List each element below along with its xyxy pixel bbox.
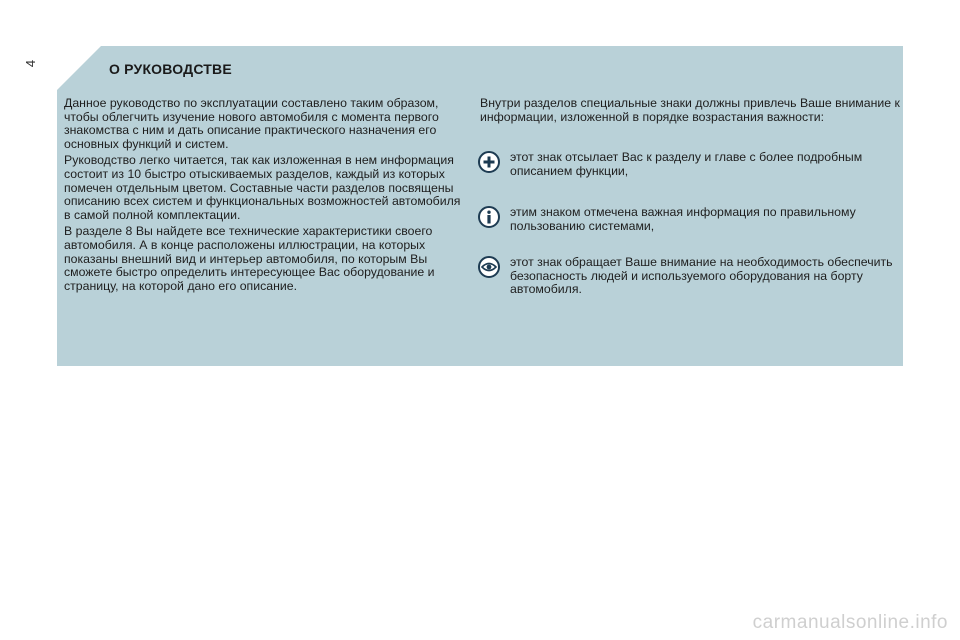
intro-text-column — [64, 97, 464, 296]
symbols-intro: Внутри разделов специальные знаки должны привлечь Ваше внимание к информации, изложенной в порядке возрастания важности: — [480, 96, 900, 124]
note-reference-text: этот знак отсылает Вас к разделу и главе с более подробным описанием функции, — [510, 150, 863, 178]
note-safety — [478, 256, 903, 297]
note-information-text: этим знаком отмечена важная информация по правильному пользованию системами, — [510, 205, 856, 233]
section-title: О РУКОВОДСТВЕ — [109, 61, 232, 77]
info-icon — [478, 206, 500, 228]
note-reference — [478, 151, 903, 178]
plus-icon — [478, 151, 500, 173]
watermark-text: carmanualsonline.info — [752, 612, 948, 633]
intro-paragraph-2: Руководство легко читается, так как изложенная в нем информация состоит из 10 быстро отыскиваемых разделов, каждый из которых помечен отдельным цветом. Составные части разделов посвящены описанию всех систем и функциональных возможностей автомобиля в самой полной комплектации. — [64, 153, 461, 222]
page-number: 4 — [23, 59, 39, 68]
intro-paragraph-1: Данное руководство по эксплуатации составлено таким образом, чтобы облегчить изучение нового автомобиля с момента первого знакомства с ним и дать описание практического назначения его основных функций и систем. — [64, 96, 439, 151]
note-information — [478, 206, 903, 233]
eye-icon — [478, 256, 500, 278]
note-safety-text: этот знак обращает Ваше внимание на необходимость обеспечить безопасность людей и используемого оборудования на борту автомобиля. — [510, 255, 893, 297]
intro-paragraph-3: В разделе 8 Вы найдете все технические характеристики своего автомобиля. А в конце расположены иллюстрации, на которых показаны внешний вид и интерьер автомобиля, по которым Вы сможете быстро определить интересующее Вас оборудование и страницу, на которой дано его описание. — [64, 224, 435, 293]
